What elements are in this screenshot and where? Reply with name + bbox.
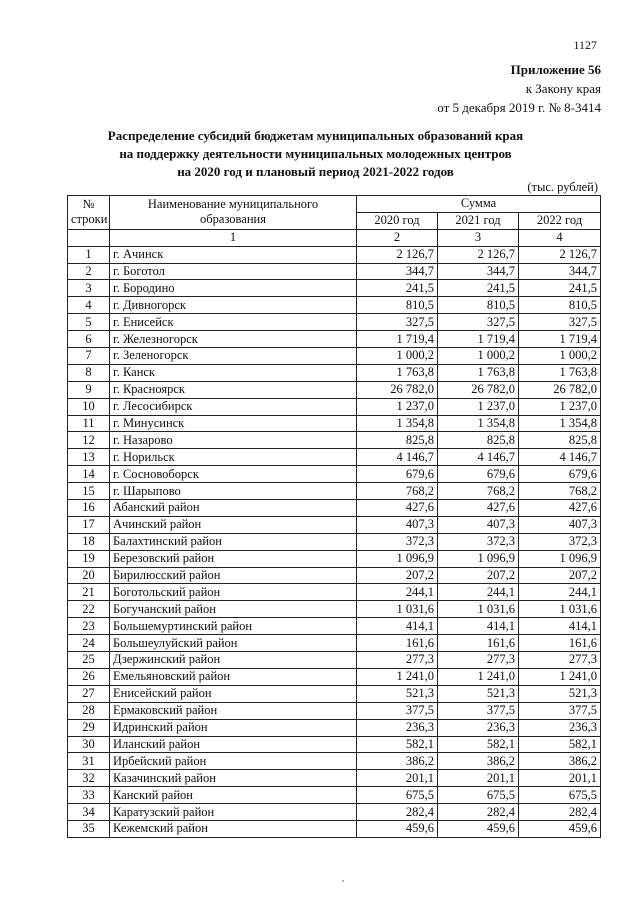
amount-2022-cell: 825,8 <box>519 432 601 449</box>
row-number-cell: 27 <box>68 685 110 702</box>
table-row <box>68 516 601 533</box>
annex-law-reference: к Закону края <box>525 81 601 96</box>
table-row <box>68 567 601 584</box>
title-line-3: на 2020 год и плановый период 2021-2022 годов <box>177 164 454 179</box>
municipality-name-cell: г. Бородино <box>110 280 357 297</box>
municipality-name-cell: Кежемский район <box>110 820 357 837</box>
amount-2022-cell: 377,5 <box>519 702 601 719</box>
amount-2022-cell: 1 031,6 <box>519 601 601 618</box>
amount-2021-cell: 521,3 <box>438 685 519 702</box>
table-row <box>68 820 601 837</box>
table-row <box>68 668 601 685</box>
row-number-cell: 11 <box>68 415 110 432</box>
amount-2021-cell: 407,3 <box>438 516 519 533</box>
row-number-cell: 18 <box>68 533 110 550</box>
page-number: 1127 <box>573 38 597 52</box>
municipality-name-cell: Канский район <box>110 787 357 804</box>
amount-2021-cell: 825,8 <box>438 432 519 449</box>
amount-2022-cell: 2 126,7 <box>519 246 601 263</box>
amount-2021-cell: 372,3 <box>438 533 519 550</box>
amount-2020-cell: 582,1 <box>357 736 438 753</box>
row-number-cell: 25 <box>68 652 110 669</box>
table-row <box>68 702 601 719</box>
row-number-cell: 32 <box>68 770 110 787</box>
table-row <box>68 601 601 618</box>
amount-2020-cell: 768,2 <box>357 483 438 500</box>
amount-2020-cell: 675,5 <box>357 787 438 804</box>
municipality-name-cell: Каратузский район <box>110 804 357 821</box>
amount-2021-cell: 386,2 <box>438 753 519 770</box>
amount-2020-cell: 1 096,9 <box>357 550 438 567</box>
row-number-cell: 14 <box>68 466 110 483</box>
header-row-label: строки <box>71 212 108 227</box>
amount-2021-cell: 344,7 <box>438 263 519 280</box>
municipality-name-cell: г. Ачинск <box>110 246 357 263</box>
table-row <box>68 753 601 770</box>
header-sum: Сумма <box>357 196 601 213</box>
amount-2022-cell: 236,3 <box>519 719 601 736</box>
amount-2021-cell: 1 096,9 <box>438 550 519 567</box>
amount-2022-cell: 675,5 <box>519 787 601 804</box>
amount-2022-cell: 414,1 <box>519 618 601 635</box>
municipality-name-cell: Большемуртинский район <box>110 618 357 635</box>
amount-2020-cell: 236,3 <box>357 719 438 736</box>
table-row <box>68 348 601 365</box>
municipality-name-cell: Казачинский район <box>110 770 357 787</box>
amount-2020-cell: 427,6 <box>357 500 438 517</box>
municipality-name-cell: Емельяновский район <box>110 668 357 685</box>
amount-2020-cell: 1 000,2 <box>357 348 438 365</box>
amount-2020-cell: 161,6 <box>357 635 438 652</box>
table-row <box>68 466 601 483</box>
amount-2022-cell: 1 241,0 <box>519 668 601 685</box>
municipality-name-cell: г. Сосновоборск <box>110 466 357 483</box>
row-number-cell: 28 <box>68 702 110 719</box>
amount-2020-cell: 1 237,0 <box>357 398 438 415</box>
amount-2021-cell: 377,5 <box>438 702 519 719</box>
amount-2021-cell: 1 241,0 <box>438 668 519 685</box>
row-number-cell: 5 <box>68 314 110 331</box>
amount-2021-cell: 1 719,4 <box>438 331 519 348</box>
amount-2021-cell: 1 237,0 <box>438 398 519 415</box>
row-number-cell: 6 <box>68 331 110 348</box>
amount-2021-cell: 414,1 <box>438 618 519 635</box>
amount-2020-cell: 521,3 <box>357 685 438 702</box>
amount-2021-cell: 26 782,0 <box>438 381 519 398</box>
amount-2022-cell: 241,5 <box>519 280 601 297</box>
header-col-index-3: 3 <box>438 229 519 246</box>
amount-2022-cell: 768,2 <box>519 483 601 500</box>
amount-2021-cell: 427,6 <box>438 500 519 517</box>
amount-2022-cell: 407,3 <box>519 516 601 533</box>
amount-2022-cell: 1 096,9 <box>519 550 601 567</box>
row-number-cell: 2 <box>68 263 110 280</box>
amount-2022-cell: 810,5 <box>519 297 601 314</box>
amount-2021-cell: 679,6 <box>438 466 519 483</box>
table-row <box>68 719 601 736</box>
amount-2021-cell: 236,3 <box>438 719 519 736</box>
amount-2021-cell: 244,1 <box>438 584 519 601</box>
municipality-name-cell: г. Лесосибирск <box>110 398 357 415</box>
amount-2020-cell: 201,1 <box>357 770 438 787</box>
amount-2022-cell: 344,7 <box>519 263 601 280</box>
table-row <box>68 635 601 652</box>
municipality-name-cell: г. Норильск <box>110 449 357 466</box>
row-number-cell: 4 <box>68 297 110 314</box>
amount-2022-cell: 4 146,7 <box>519 449 601 466</box>
amount-2020-cell: 282,4 <box>357 804 438 821</box>
municipality-name-cell: Идринский район <box>110 719 357 736</box>
amount-2020-cell: 244,1 <box>357 584 438 601</box>
amount-2021-cell: 207,2 <box>438 567 519 584</box>
row-number-cell: 1 <box>68 246 110 263</box>
table-row <box>68 500 601 517</box>
municipality-name-cell: Березовский район <box>110 550 357 567</box>
table-row <box>68 736 601 753</box>
table-row <box>68 483 601 500</box>
amount-2020-cell: 26 782,0 <box>357 381 438 398</box>
amount-2020-cell: 207,2 <box>357 567 438 584</box>
amount-2022-cell: 207,2 <box>519 567 601 584</box>
amount-2020-cell: 241,5 <box>357 280 438 297</box>
municipality-name-cell: г. Назарово <box>110 432 357 449</box>
municipality-name-cell: г. Шарыпово <box>110 483 357 500</box>
amount-2021-cell: 810,5 <box>438 297 519 314</box>
amount-2020-cell: 277,3 <box>357 652 438 669</box>
header-row-number <box>68 196 110 230</box>
amount-2022-cell: 201,1 <box>519 770 601 787</box>
amount-2021-cell: 327,5 <box>438 314 519 331</box>
table-row <box>68 652 601 669</box>
row-number-cell: 20 <box>68 567 110 584</box>
row-number-cell: 16 <box>68 500 110 517</box>
row-number-cell: 34 <box>68 804 110 821</box>
amount-2022-cell: 1 237,0 <box>519 398 601 415</box>
row-number-cell: 29 <box>68 719 110 736</box>
municipality-name-cell: г. Енисейск <box>110 314 357 331</box>
municipality-name-cell: Иланский район <box>110 736 357 753</box>
amount-2020-cell: 1 354,8 <box>357 415 438 432</box>
annex-title: Приложение 56 <box>510 62 601 77</box>
table-row <box>68 364 601 381</box>
amount-2020-cell: 1 031,6 <box>357 601 438 618</box>
header-col-index-4: 4 <box>519 229 601 246</box>
amount-2022-cell: 327,5 <box>519 314 601 331</box>
municipality-name-cell: г. Железногорск <box>110 331 357 348</box>
table-row <box>68 550 601 567</box>
amount-2022-cell: 386,2 <box>519 753 601 770</box>
title-line-1: Распределение субсидий бюджетам муниципальных образований края <box>107 128 524 143</box>
header-blank-cell <box>68 229 110 246</box>
municipality-name-cell: Енисейский район <box>110 685 357 702</box>
amount-2020-cell: 1 719,4 <box>357 331 438 348</box>
amount-2020-cell: 679,6 <box>357 466 438 483</box>
amount-2022-cell: 244,1 <box>519 584 601 601</box>
municipality-name-cell: Абанский район <box>110 500 357 517</box>
amount-2020-cell: 407,3 <box>357 516 438 533</box>
table-row <box>68 584 601 601</box>
amount-2020-cell: 377,5 <box>357 702 438 719</box>
amount-2021-cell: 201,1 <box>438 770 519 787</box>
amount-2022-cell: 372,3 <box>519 533 601 550</box>
amount-2020-cell: 825,8 <box>357 432 438 449</box>
amount-2020-cell: 1 241,0 <box>357 668 438 685</box>
header-name-line-1: Наименование муниципального <box>147 197 319 212</box>
amount-2022-cell: 459,6 <box>519 820 601 837</box>
amount-2022-cell: 277,3 <box>519 652 601 669</box>
row-number-cell: 22 <box>68 601 110 618</box>
row-number-cell: 19 <box>68 550 110 567</box>
header-year-2020: 2020 год <box>357 212 438 229</box>
amount-2022-cell: 1 354,8 <box>519 415 601 432</box>
amount-2020-cell: 414,1 <box>357 618 438 635</box>
amount-2022-cell: 1 763,8 <box>519 364 601 381</box>
amount-2022-cell: 161,6 <box>519 635 601 652</box>
amount-2022-cell: 521,3 <box>519 685 601 702</box>
table-row <box>68 280 601 297</box>
table-row <box>68 331 601 348</box>
scan-speck <box>342 880 344 882</box>
annex-block <box>437 60 601 117</box>
municipality-name-cell: Ачинский район <box>110 516 357 533</box>
amount-2020-cell: 810,5 <box>357 297 438 314</box>
table-row <box>68 314 601 331</box>
row-number-cell: 3 <box>68 280 110 297</box>
table-row <box>68 415 601 432</box>
header-name-line-2: образования <box>200 212 266 227</box>
municipality-name-cell: Боготольский район <box>110 584 357 601</box>
amount-2022-cell: 427,6 <box>519 500 601 517</box>
row-number-cell: 7 <box>68 348 110 365</box>
amount-2020-cell: 459,6 <box>357 820 438 837</box>
municipality-name-cell: Дзержинский район <box>110 652 357 669</box>
table-row <box>68 449 601 466</box>
annex-law-date: от 5 декабря 2019 г. № 8-3414 <box>437 100 601 115</box>
table-row <box>68 297 601 314</box>
row-number-cell: 8 <box>68 364 110 381</box>
amount-2021-cell: 582,1 <box>438 736 519 753</box>
table-row <box>68 432 601 449</box>
row-number-cell: 31 <box>68 753 110 770</box>
table-row <box>68 533 601 550</box>
municipality-name-cell: г. Красноярск <box>110 381 357 398</box>
row-number-cell: 9 <box>68 381 110 398</box>
amount-2021-cell: 4 146,7 <box>438 449 519 466</box>
amount-2022-cell: 26 782,0 <box>519 381 601 398</box>
table-row <box>68 685 601 702</box>
amount-2022-cell: 1 719,4 <box>519 331 601 348</box>
amount-2021-cell: 2 126,7 <box>438 246 519 263</box>
table-row <box>68 263 601 280</box>
table-row <box>68 787 601 804</box>
row-number-cell: 15 <box>68 483 110 500</box>
title-line-2: на поддержку деятельности муниципальных молодежных центров <box>119 146 512 161</box>
row-number-cell: 13 <box>68 449 110 466</box>
row-number-cell: 12 <box>68 432 110 449</box>
header-year-2021: 2021 год <box>438 212 519 229</box>
units-note: (тыс. рублей) <box>527 180 598 194</box>
amount-2020-cell: 372,3 <box>357 533 438 550</box>
amount-2021-cell: 1 031,6 <box>438 601 519 618</box>
table-row <box>68 381 601 398</box>
municipality-name-cell: Ермаковский район <box>110 702 357 719</box>
amount-2022-cell: 582,1 <box>519 736 601 753</box>
amount-2021-cell: 459,6 <box>438 820 519 837</box>
header-col-index-1: 1 <box>110 229 357 246</box>
header-number-sign: № <box>82 197 95 212</box>
table-row <box>68 398 601 415</box>
municipality-name-cell: Бирилюсский район <box>110 567 357 584</box>
amount-2021-cell: 675,5 <box>438 787 519 804</box>
amount-2022-cell: 282,4 <box>519 804 601 821</box>
municipality-name-cell: Балахтинский район <box>110 533 357 550</box>
municipality-name-cell: г. Дивногорск <box>110 297 357 314</box>
amount-2021-cell: 161,6 <box>438 635 519 652</box>
municipality-name-cell: Ирбейский район <box>110 753 357 770</box>
row-number-cell: 30 <box>68 736 110 753</box>
row-number-cell: 33 <box>68 787 110 804</box>
amount-2021-cell: 282,4 <box>438 804 519 821</box>
table-body <box>68 246 601 837</box>
header-col-index-2: 2 <box>357 229 438 246</box>
amount-2021-cell: 1 354,8 <box>438 415 519 432</box>
amount-2021-cell: 1 000,2 <box>438 348 519 365</box>
municipality-name-cell: г. Зеленогорск <box>110 348 357 365</box>
subsidy-table <box>67 195 601 838</box>
amount-2020-cell: 1 763,8 <box>357 364 438 381</box>
amount-2021-cell: 241,5 <box>438 280 519 297</box>
amount-2020-cell: 386,2 <box>357 753 438 770</box>
amount-2021-cell: 277,3 <box>438 652 519 669</box>
table-row <box>68 804 601 821</box>
municipality-name-cell: г. Минусинск <box>110 415 357 432</box>
row-number-cell: 23 <box>68 618 110 635</box>
row-number-cell: 10 <box>68 398 110 415</box>
municipality-name-cell: г. Боготол <box>110 263 357 280</box>
document-title <box>40 127 591 181</box>
header-year-2022: 2022 год <box>519 212 601 229</box>
municipality-name-cell: г. Канск <box>110 364 357 381</box>
table-row <box>68 770 601 787</box>
table-row <box>68 246 601 263</box>
row-number-cell: 17 <box>68 516 110 533</box>
row-number-cell: 35 <box>68 820 110 837</box>
amount-2022-cell: 679,6 <box>519 466 601 483</box>
header-municipality-name <box>110 196 357 230</box>
amount-2021-cell: 768,2 <box>438 483 519 500</box>
amount-2021-cell: 1 763,8 <box>438 364 519 381</box>
amount-2020-cell: 327,5 <box>357 314 438 331</box>
amount-2022-cell: 1 000,2 <box>519 348 601 365</box>
amount-2020-cell: 2 126,7 <box>357 246 438 263</box>
amount-2020-cell: 4 146,7 <box>357 449 438 466</box>
table-row <box>68 618 601 635</box>
municipality-name-cell: Богучанский район <box>110 601 357 618</box>
municipality-name-cell: Большеулуйский район <box>110 635 357 652</box>
row-number-cell: 26 <box>68 668 110 685</box>
row-number-cell: 21 <box>68 584 110 601</box>
row-number-cell: 24 <box>68 635 110 652</box>
amount-2020-cell: 344,7 <box>357 263 438 280</box>
